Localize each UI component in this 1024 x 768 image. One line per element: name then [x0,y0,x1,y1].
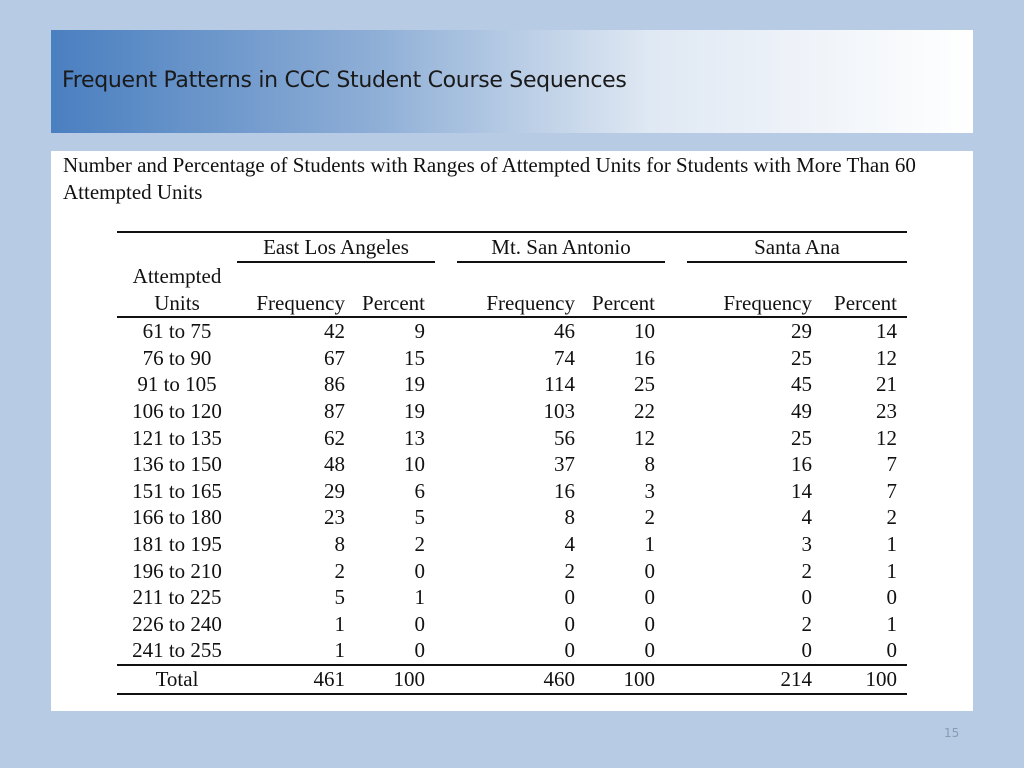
frequency-cell: 4 [564,531,575,556]
percent-cell: 25 [634,372,655,397]
frequency-cell: 62 [324,425,345,450]
frequency-cell: 1 [334,611,345,636]
percent-cell: 1 [644,531,655,556]
percent-cell: 2 [886,505,897,530]
percent-cell: 10 [634,319,655,344]
frequency-cell: 4 [801,505,812,530]
percent-cell: 1 [886,531,897,556]
frequency-cell: 2 [334,558,345,583]
frequency-cell: 86 [324,372,345,397]
percent-cell: 1 [886,611,897,636]
frequency-cell: 25 [791,345,812,370]
frequency-cell: 16 [791,452,812,477]
group-header-mt-san-antonio: Mt. San Antonio [457,232,665,262]
total-cell: 100 [345,665,435,694]
content-panel [51,151,973,711]
frequency-cell: 42 [324,319,345,344]
percent-cell: 0 [644,558,655,583]
frequency-cell: 74 [554,345,575,370]
percent-cell: 13 [404,425,425,450]
row-header-line2: Units [117,290,237,318]
percent-cell: 0 [414,611,425,636]
frequency-cell: 29 [324,478,345,503]
frequency-cell: 0 [564,611,575,636]
frequency-cell: 114 [544,372,575,397]
table-row [117,611,907,638]
total-row [117,665,907,694]
percent-cell: 8 [644,452,655,477]
table-body [117,317,907,665]
table-row [117,637,907,665]
percent-cell: 0 [644,611,655,636]
percent-cell: 21 [876,372,897,397]
units-range-cell: 61 to 75 [142,319,212,344]
table-row [117,371,907,398]
frequency-cell: 46 [554,319,575,344]
percent-cell: 7 [886,478,897,503]
table-row [117,531,907,558]
percent-cell: 19 [404,398,425,423]
total-cell: 460 [457,665,575,694]
units-range-cell: 241 to 255 [132,638,222,663]
frequency-cell: 0 [564,638,575,663]
frequency-cell: 2 [564,558,575,583]
table-row [117,425,907,452]
percent-cell: 16 [634,345,655,370]
sub-header-percent: Percent [812,290,907,318]
sub-header-percent: Percent [345,290,435,318]
frequency-cell: 49 [791,398,812,423]
percent-cell: 2 [644,505,655,530]
row-header-line1-row [117,262,907,290]
table-row [117,504,907,531]
percent-cell: 12 [876,345,897,370]
percent-cell: 1 [886,558,897,583]
percent-cell: 12 [634,425,655,450]
percent-cell: 9 [414,319,425,344]
frequency-cell: 25 [791,425,812,450]
table-caption: Number and Percentage of Students with Ranges of Attempted Units for Students with More Than 60 Attempted Units [63,153,916,204]
frequency-cell: 45 [791,372,812,397]
table-row [117,478,907,505]
percent-cell: 15 [404,345,425,370]
percent-cell: 0 [886,585,897,610]
percent-cell: 0 [414,638,425,663]
sub-header-frequency: Frequency [687,290,812,318]
table-row [117,558,907,585]
percent-cell: 5 [414,505,425,530]
frequency-cell: 23 [324,505,345,530]
percent-cell: 0 [414,558,425,583]
frequency-cell: 48 [324,452,345,477]
table-row [117,451,907,478]
page-number: 15 [944,726,960,740]
table-row [117,345,907,372]
title-bar [51,30,973,133]
percent-cell: 1 [414,585,425,610]
percent-cell: 2 [414,531,425,556]
percent-cell: 10 [404,452,425,477]
units-range-cell: 91 to 105 [137,372,217,397]
frequency-cell: 14 [791,478,812,503]
total-cell: 100 [575,665,665,694]
frequency-cell: 87 [324,398,345,423]
frequency-cell: 29 [791,319,812,344]
units-range-cell: 226 to 240 [132,611,222,636]
frequency-cell: 0 [801,638,812,663]
units-range-cell: 151 to 165 [132,478,222,503]
units-range-cell: 76 to 90 [142,345,212,370]
percent-cell: 7 [886,452,897,477]
group-header-row [117,232,907,262]
table-row [117,584,907,611]
total-cell: 100 [812,665,907,694]
row-header-line1: Attempted [132,263,222,288]
percent-cell: 3 [644,478,655,503]
frequency-cell: 5 [334,585,345,610]
units-range-cell: 121 to 135 [132,425,222,450]
units-range-cell: 211 to 225 [132,585,222,610]
percent-cell: 22 [634,398,655,423]
frequency-cell: 8 [564,505,575,530]
sub-header-frequency: Frequency [457,290,575,318]
table-row [117,398,907,425]
frequency-cell: 2 [801,611,812,636]
units-range-cell: 166 to 180 [132,505,222,530]
units-range-cell: 181 to 195 [132,531,222,556]
frequency-cell: 2 [801,558,812,583]
percent-cell: 0 [644,638,655,663]
frequency-cell: 56 [554,425,575,450]
sub-header-percent: Percent [575,290,665,318]
total-cell: 461 [237,665,345,694]
slide-title: Frequent Patterns in CCC Student Course Sequences [62,68,627,93]
frequency-cell: 103 [543,398,575,423]
units-range-cell: 106 to 120 [132,398,222,423]
frequency-cell: 1 [334,638,345,663]
percent-cell: 0 [644,585,655,610]
units-range-cell: 196 to 210 [132,558,222,583]
table-row [117,317,907,345]
frequency-cell: 37 [554,452,575,477]
attempted-units-table [117,231,907,695]
percent-cell: 12 [876,425,897,450]
group-header-east-los-angeles: East Los Angeles [237,232,435,262]
frequency-cell: 16 [554,478,575,503]
frequency-cell: 0 [564,585,575,610]
units-range-cell: 136 to 150 [132,452,222,477]
total-label: Total [117,665,237,694]
sub-header-row [117,290,907,318]
percent-cell: 23 [876,398,897,423]
percent-cell: 6 [414,478,425,503]
total-cell: 214 [687,665,812,694]
percent-cell: 19 [404,372,425,397]
sub-header-frequency: Frequency [237,290,345,318]
frequency-cell: 3 [801,531,812,556]
frequency-cell: 0 [801,585,812,610]
frequency-cell: 8 [334,531,345,556]
percent-cell: 14 [876,319,897,344]
group-header-santa-ana: Santa Ana [687,232,907,262]
frequency-cell: 67 [324,345,345,370]
percent-cell: 0 [886,638,897,663]
